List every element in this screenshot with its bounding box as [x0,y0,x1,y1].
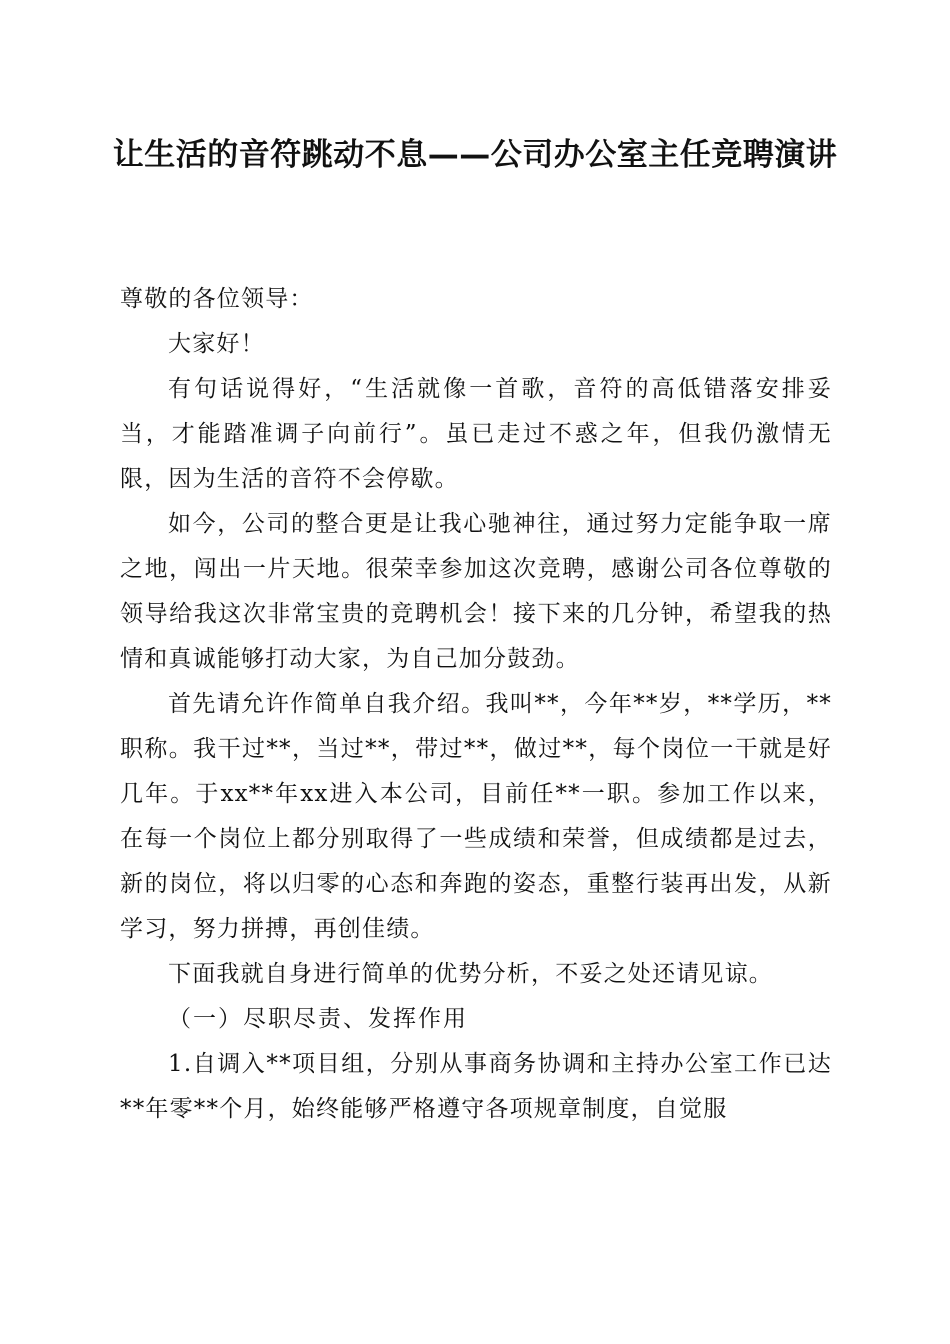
document-body [120,277,832,1132]
paragraph-transition: 下面我就自身进行简单的优势分析，不妥之处还请见谅。 [168,961,773,987]
list-item-1: 1.自调入**项目组，分别从事商务协调和主持办公室工作已达**年零**个月，始终能够严格遵守各项规章制度，自觉服 [120,1051,832,1122]
document-title: 让生活的音符跳动不息——公司办公室主任竞聘演讲 [112,137,838,173]
greeting: 大家好！ [168,331,265,357]
section-heading: （一）尽职尽责、发挥作用 [168,1006,468,1032]
paragraph-self-introduction: 首先请允许作简单自我介绍。我叫**，今年**岁，**学历，**职称。我干过**，当过**，带过**，做过**，每个岗位一干就是好几年。于xx**年xx进入本公司，目前任**一职。参加工作以来，在每一个岗位上都分别取得了一些成绩和荣誉，但成绩都是过去，新的岗位，将以归零的心态和奔跑的姿态，重整行装再出发，从新学习，努力拼搏，再创佳绩。 [120,691,832,942]
paragraph-opening: 有句话说得好，“生活就像一首歌，音符的高低错落安排妥当，才能踏准调子向前行”。虽已走过不惑之年，但我仍激情无限，因为生活的音符不会停歇。 [120,376,832,492]
paragraph-motivation: 如今，公司的整合更是让我心驰神往，通过努力定能争取一席之地，闯出一片天地。很荣幸参加这次竞聘，感谢公司各位尊敬的领导给我这次非常宝贵的竞聘机会！接下来的几分钟，希望我的热情和真诚能够打动大家，为自己加分鼓劲。 [120,511,832,672]
salutation: 尊敬的各位领导： [120,286,314,312]
